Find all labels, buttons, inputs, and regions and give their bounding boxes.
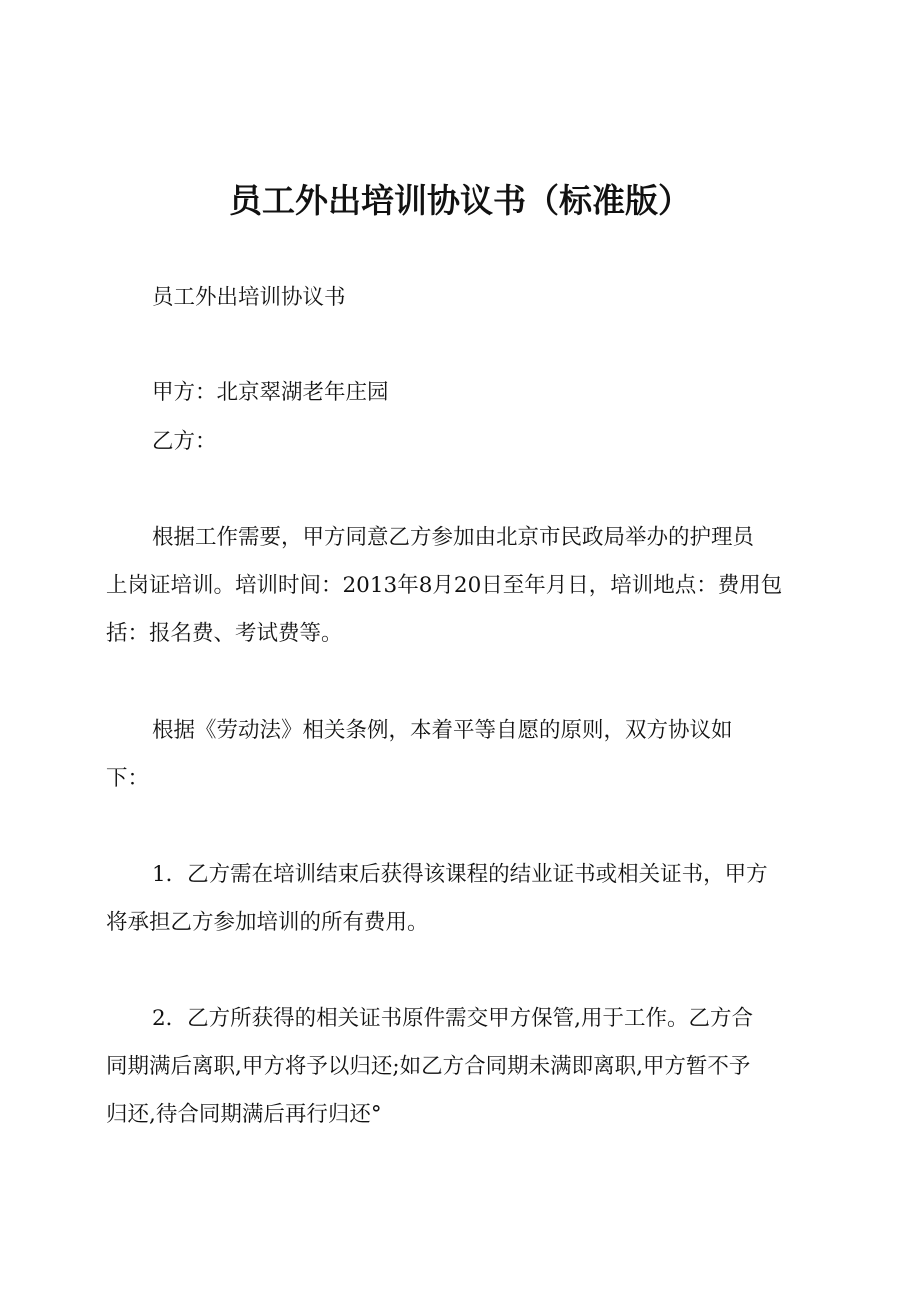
clause-line: 归还,待合同期满后再行归还° bbox=[106, 1102, 382, 1127]
clause-line: 将承担乙方参加培训的所有费用。 bbox=[106, 910, 429, 935]
document-subtitle: 员工外出培训协议书 bbox=[152, 285, 346, 310]
clause-line: 2．乙方所获得的相关证书原件需交甲方保管,用于工作。乙方合 bbox=[152, 1006, 754, 1031]
party-a-line: 甲方：北京翠湖老年庄园 bbox=[152, 380, 389, 405]
paragraph-line: 根据工作需要，甲方同意乙方参加由北京市民政局举办的护理员 bbox=[152, 525, 755, 550]
page-title: 员工外出培训协议书（标准版） bbox=[229, 181, 691, 220]
paragraph-line: 括：报名费、考试费等。 bbox=[106, 621, 343, 646]
paragraph-line: 上岗证培训。培训时间：2013年8月20日至年月日，培训地点：费用包 bbox=[106, 573, 783, 598]
clause-line: 同期满后离职,甲方将予以归还;如乙方合同期未满即离职,甲方暂不予 bbox=[106, 1054, 751, 1079]
paragraph-line: 下： bbox=[106, 766, 150, 791]
clause-line: 1．乙方需在培训结束后获得该课程的结业证书或相关证书，甲方 bbox=[152, 862, 768, 887]
party-b-line: 乙方： bbox=[152, 429, 217, 454]
paragraph-line: 根据《劳动法》相关条例，本着平等自愿的原则，双方协议如 bbox=[152, 718, 733, 743]
